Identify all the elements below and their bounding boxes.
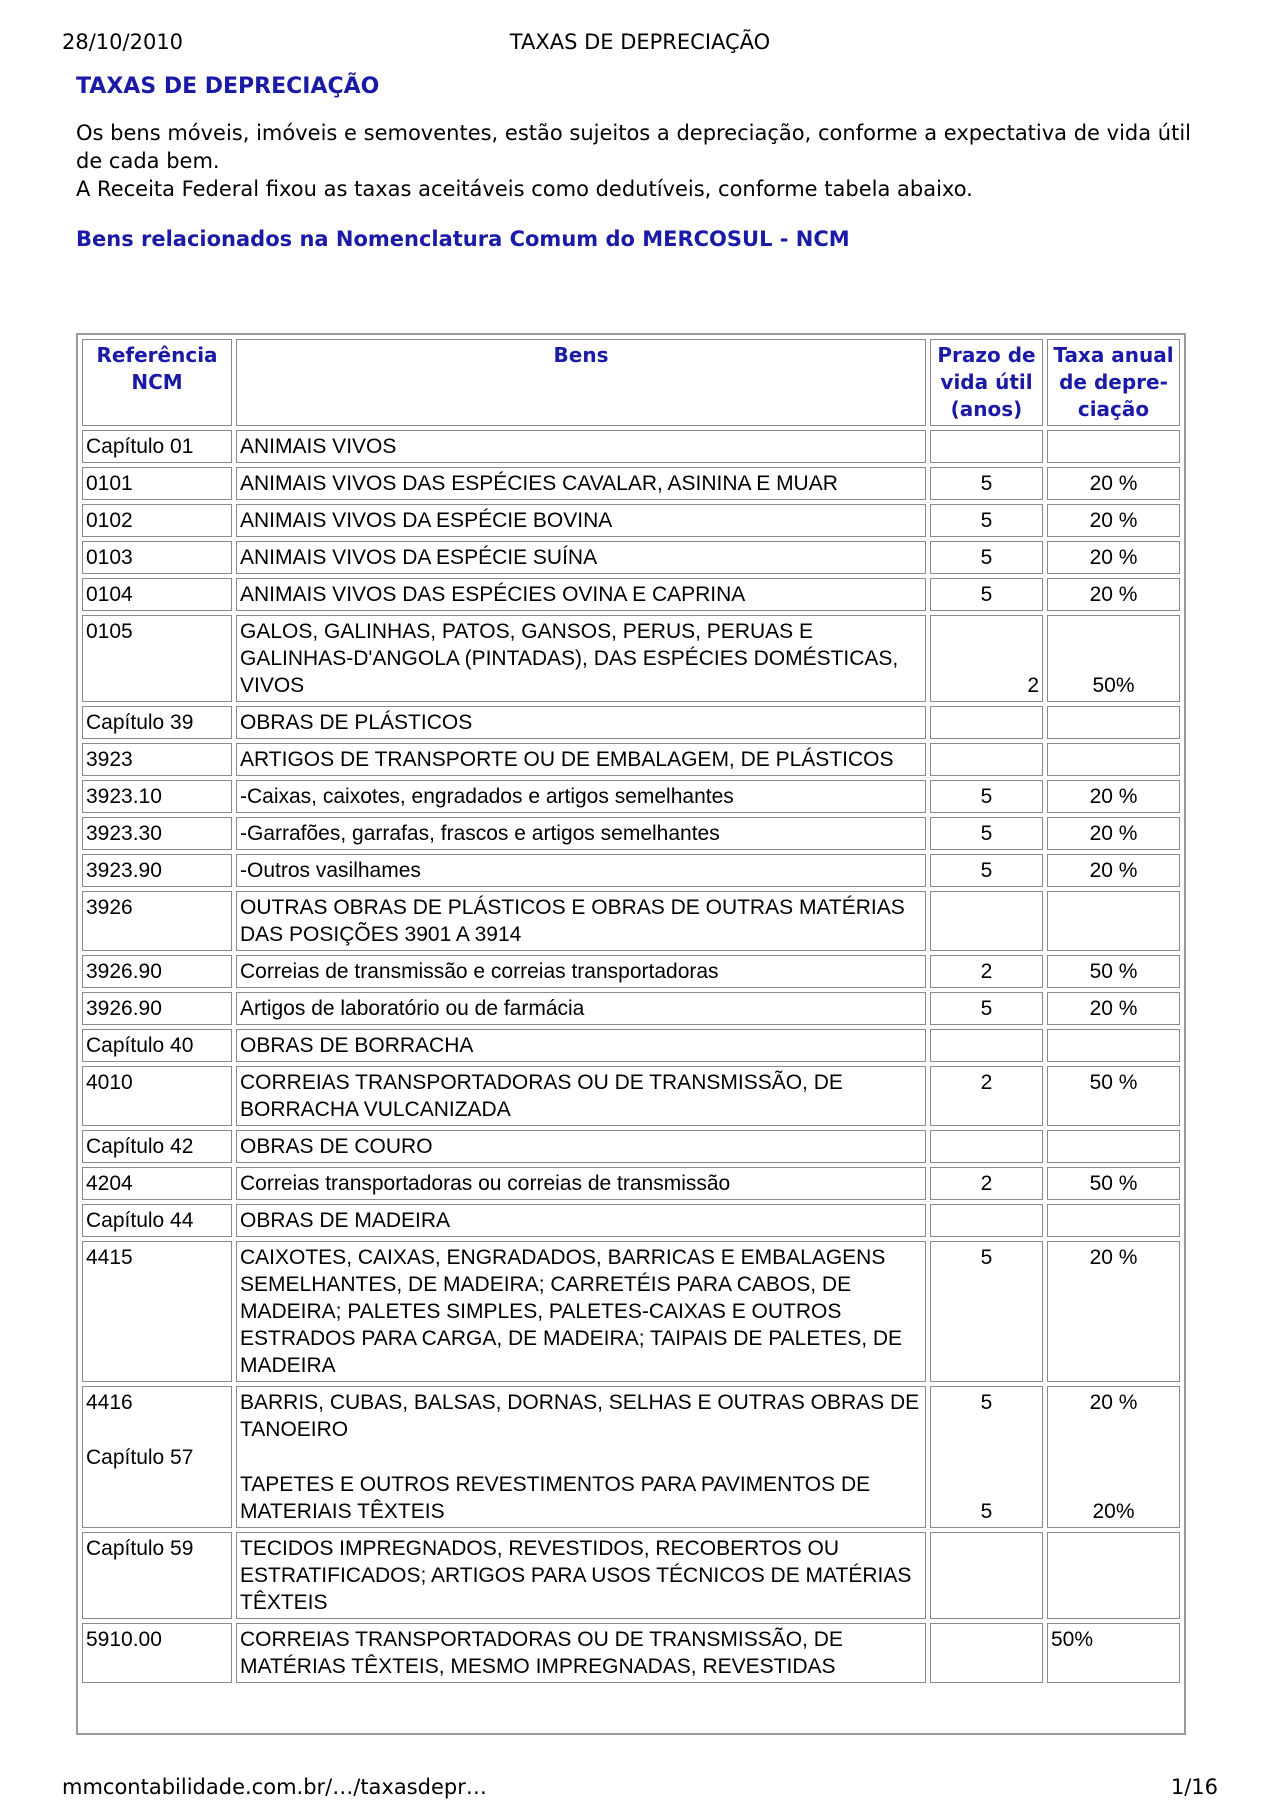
footer-page-number: 1/16 (1170, 1775, 1218, 1799)
cell-prazo (930, 1386, 1043, 1528)
cell-prazo: 5 (930, 992, 1043, 1025)
ref-4416: 4416 (86, 1391, 133, 1414)
cell-prazo: 5 (930, 467, 1043, 500)
table-row (82, 578, 1180, 611)
cell-taxa: 20 % (1047, 578, 1180, 611)
cell-prazo: 2 (930, 1167, 1043, 1200)
cell-ref: Capítulo 40 (82, 1029, 232, 1062)
cell-ref: 3923 (82, 743, 232, 776)
cell-ref: 0105 (82, 615, 232, 702)
cell-prazo: 5 (930, 854, 1043, 887)
cell-taxa (1047, 706, 1180, 739)
cell-taxa (1047, 430, 1180, 463)
table-row (82, 955, 1180, 988)
cell-bens: ARTIGOS DE TRANSPORTE OU DE EMBALAGEM, DE PLÁSTICOS (236, 743, 926, 776)
cell-ref: 4204 (82, 1167, 232, 1200)
cell-bens: OBRAS DE BORRACHA (236, 1029, 926, 1062)
cell-bens (236, 1386, 926, 1528)
cell-bens: ANIMAIS VIVOS DAS ESPÉCIES OVINA E CAPRINA (236, 578, 926, 611)
cell-taxa (1047, 891, 1180, 951)
table-row (82, 706, 1180, 739)
cell-taxa: 20 % (1047, 817, 1180, 850)
depreciation-table (78, 335, 1184, 1687)
cell-ref: 0102 (82, 504, 232, 537)
table-row (82, 467, 1180, 500)
cell-ref: 5910.00 (82, 1623, 232, 1683)
print-date: 28/10/2010 (62, 30, 184, 54)
cell-prazo (930, 1204, 1043, 1237)
table-row (82, 817, 1180, 850)
cell-bens: -Caixas, caixotes, engradados e artigos semelhantes (236, 780, 926, 813)
cell-ref: Capítulo 01 (82, 430, 232, 463)
header-referencia: Referência NCM (82, 339, 232, 426)
table-row (82, 1532, 1180, 1619)
ref-capitulo-57: Capítulo 57 (86, 1446, 194, 1469)
table-merged-body (82, 1386, 1180, 1528)
depreciation-table-container (76, 333, 1186, 1735)
table-row (82, 1386, 1180, 1528)
cell-prazo: 5 (930, 817, 1043, 850)
prazo-capitulo-57: 5 (980, 1500, 993, 1523)
intro-paragraph-2: A Receita Federal fixou as taxas aceitáveis como dedutíveis, conforme tabela abaixo. (76, 177, 973, 201)
cell-bens: -Outros vasilhames (236, 854, 926, 887)
cell-prazo (930, 1532, 1043, 1619)
cell-prazo (930, 1623, 1043, 1683)
cell-taxa: 20 % (1047, 541, 1180, 574)
bens-capitulo-57: TAPETES E OUTROS REVESTIMENTOS PARA PAVIMENTOS DE MATERIAIS TÊXTEIS (240, 1473, 871, 1523)
cell-taxa: 50% (1047, 615, 1180, 702)
cell-bens: TECIDOS IMPREGNADOS, REVESTIDOS, RECOBERTOS OU ESTRATIFICADOS; ARTIGOS PARA USOS TÉCNICOS DE MATÉRIAS TÊXTEIS (236, 1532, 926, 1619)
cell-prazo: 5 (930, 541, 1043, 574)
table-row (82, 992, 1180, 1025)
cell-taxa: 50 % (1047, 1066, 1180, 1126)
cell-bens: Artigos de laboratório ou de farmácia (236, 992, 926, 1025)
table-row (82, 541, 1180, 574)
cell-taxa: 50 % (1047, 1167, 1180, 1200)
cell-ref: 0103 (82, 541, 232, 574)
table-body (82, 430, 1180, 1382)
table-body-continued (82, 1532, 1180, 1683)
table-row (82, 1623, 1180, 1683)
cell-bens: ANIMAIS VIVOS (236, 430, 926, 463)
table-row (82, 891, 1180, 951)
cell-ref: 3923.30 (82, 817, 232, 850)
table-row (82, 780, 1180, 813)
cell-bens: CORREIAS TRANSPORTADORAS OU DE TRANSMISSÃO, DE BORRACHA VULCANIZADA (236, 1066, 926, 1126)
table-row (82, 1029, 1180, 1062)
document-body (76, 74, 1206, 251)
cell-ref: 3923.90 (82, 854, 232, 887)
table-row (82, 430, 1180, 463)
cell-bens: ANIMAIS VIVOS DA ESPÉCIE SUÍNA (236, 541, 926, 574)
cell-taxa: 20 % (1047, 780, 1180, 813)
intro-text (76, 119, 1206, 203)
table-row (82, 1204, 1180, 1237)
table-header-row (82, 339, 1180, 426)
table-row (82, 1241, 1180, 1382)
cell-taxa: 20 % (1047, 467, 1180, 500)
cell-bens: OBRAS DE COURO (236, 1130, 926, 1163)
bens-4416: BARRIS, CUBAS, BALSAS, DORNAS, SELHAS E OUTRAS OBRAS DE TANOEIRO (240, 1391, 920, 1441)
cell-ref: Capítulo 44 (82, 1204, 232, 1237)
cell-ref (82, 1386, 232, 1528)
cell-taxa (1047, 1386, 1180, 1528)
cell-taxa: 20 % (1047, 1241, 1180, 1382)
cell-prazo: 5 (930, 780, 1043, 813)
cell-ref: 3926.90 (82, 992, 232, 1025)
cell-ref: 3926.90 (82, 955, 232, 988)
table-row (82, 1066, 1180, 1126)
cell-bens: ANIMAIS VIVOS DAS ESPÉCIES CAVALAR, ASININA E MUAR (236, 467, 926, 500)
print-header-title: TAXAS DE DEPRECIAÇÃO (509, 30, 771, 54)
cell-ref: Capítulo 42 (82, 1130, 232, 1163)
page-title: TAXAS DE DEPRECIAÇÃO (76, 74, 380, 99)
table-row (82, 504, 1180, 537)
cell-prazo: 2 (930, 1066, 1043, 1126)
cell-prazo (930, 706, 1043, 739)
cell-ref: 0104 (82, 578, 232, 611)
taxa-4416: 20 % (1089, 1391, 1138, 1414)
cell-bens: OBRAS DE PLÁSTICOS (236, 706, 926, 739)
cell-bens: Correias de transmissão e correias transportadoras (236, 955, 926, 988)
cell-taxa: 20 % (1047, 504, 1180, 537)
cell-prazo (930, 891, 1043, 951)
cell-ref: 4010 (82, 1066, 232, 1126)
footer-url: mmcontabilidade.com.br/…/taxasdepr… (62, 1775, 487, 1799)
cell-bens: CAIXOTES, CAIXAS, ENGRADADOS, BARRICAS E EMBALAGENS SEMELHANTES, DE MADEIRA; CARRETÉIS PARA CABOS, DE MADEIRA; PALETES SIMPLES, PALETES-CAIXAS E OUTROS ESTRADOS PARA CARGA, DE MADEIRA; TAIPAIS DE PALETES, DE MADEIRA (236, 1241, 926, 1382)
cell-ref: 3926 (82, 891, 232, 951)
cell-ref: Capítulo 59 (82, 1532, 232, 1619)
cell-bens: ANIMAIS VIVOS DA ESPÉCIE BOVINA (236, 504, 926, 537)
table-row (82, 854, 1180, 887)
cell-prazo (930, 743, 1043, 776)
cell-prazo (930, 1130, 1043, 1163)
cell-prazo: 2 (930, 615, 1043, 702)
cell-ref: 3923.10 (82, 780, 232, 813)
cell-taxa (1047, 1130, 1180, 1163)
section-subtitle: Bens relacionados na Nomenclatura Comum do MERCOSUL - NCM (76, 227, 850, 251)
cell-taxa (1047, 1029, 1180, 1062)
table-row (82, 743, 1180, 776)
header-taxa: Taxa anual de depre-ciação (1047, 339, 1180, 426)
header-prazo: Prazo de vida útil (anos) (930, 339, 1043, 426)
cell-prazo: 5 (930, 504, 1043, 537)
cell-prazo: 5 (930, 1241, 1043, 1382)
cell-bens: CORREIAS TRANSPORTADORAS OU DE TRANSMISSÃO, DE MATÉRIAS TÊXTEIS, MESMO IMPREGNADAS, REVESTIDAS (236, 1623, 926, 1683)
cell-taxa: 50 % (1047, 955, 1180, 988)
table-row (82, 1130, 1180, 1163)
cell-ref: 4415 (82, 1241, 232, 1382)
cell-prazo (930, 1029, 1043, 1062)
cell-taxa (1047, 743, 1180, 776)
header-bens: Bens (236, 339, 926, 426)
cell-taxa: 20 % (1047, 854, 1180, 887)
cell-prazo (930, 430, 1043, 463)
table-row (82, 1167, 1180, 1200)
taxa-capitulo-57: 20% (1092, 1500, 1135, 1523)
cell-ref: Capítulo 39 (82, 706, 232, 739)
cell-bens: OBRAS DE MADEIRA (236, 1204, 926, 1237)
cell-prazo: 2 (930, 955, 1043, 988)
cell-taxa (1047, 1532, 1180, 1619)
cell-taxa (1047, 1204, 1180, 1237)
cell-ref: 0101 (82, 467, 232, 500)
table-row (82, 615, 1180, 702)
cell-prazo: 5 (930, 578, 1043, 611)
prazo-4416: 5 (980, 1391, 993, 1414)
cell-bens: -Garrafões, garrafas, frascos e artigos semelhantes (236, 817, 926, 850)
cell-bens: Correias transportadoras ou correias de transmissão (236, 1167, 926, 1200)
cell-taxa: 20 % (1047, 992, 1180, 1025)
cell-bens: GALOS, GALINHAS, PATOS, GANSOS, PERUS, PERUAS E GALINHAS-D'ANGOLA (PINTADAS), DAS ESPÉCIES DOMÉSTICAS, VIVOS (236, 615, 926, 702)
intro-paragraph-1: Os bens móveis, imóveis e semoventes, estão sujeitos a depreciação, conforme a expectativa de vida útil de cada bem. (76, 121, 1191, 173)
cell-taxa: 50% (1047, 1623, 1180, 1683)
cell-bens: OUTRAS OBRAS DE PLÁSTICOS E OBRAS DE OUTRAS MATÉRIAS DAS POSIÇÕES 3901 A 3914 (236, 891, 926, 951)
